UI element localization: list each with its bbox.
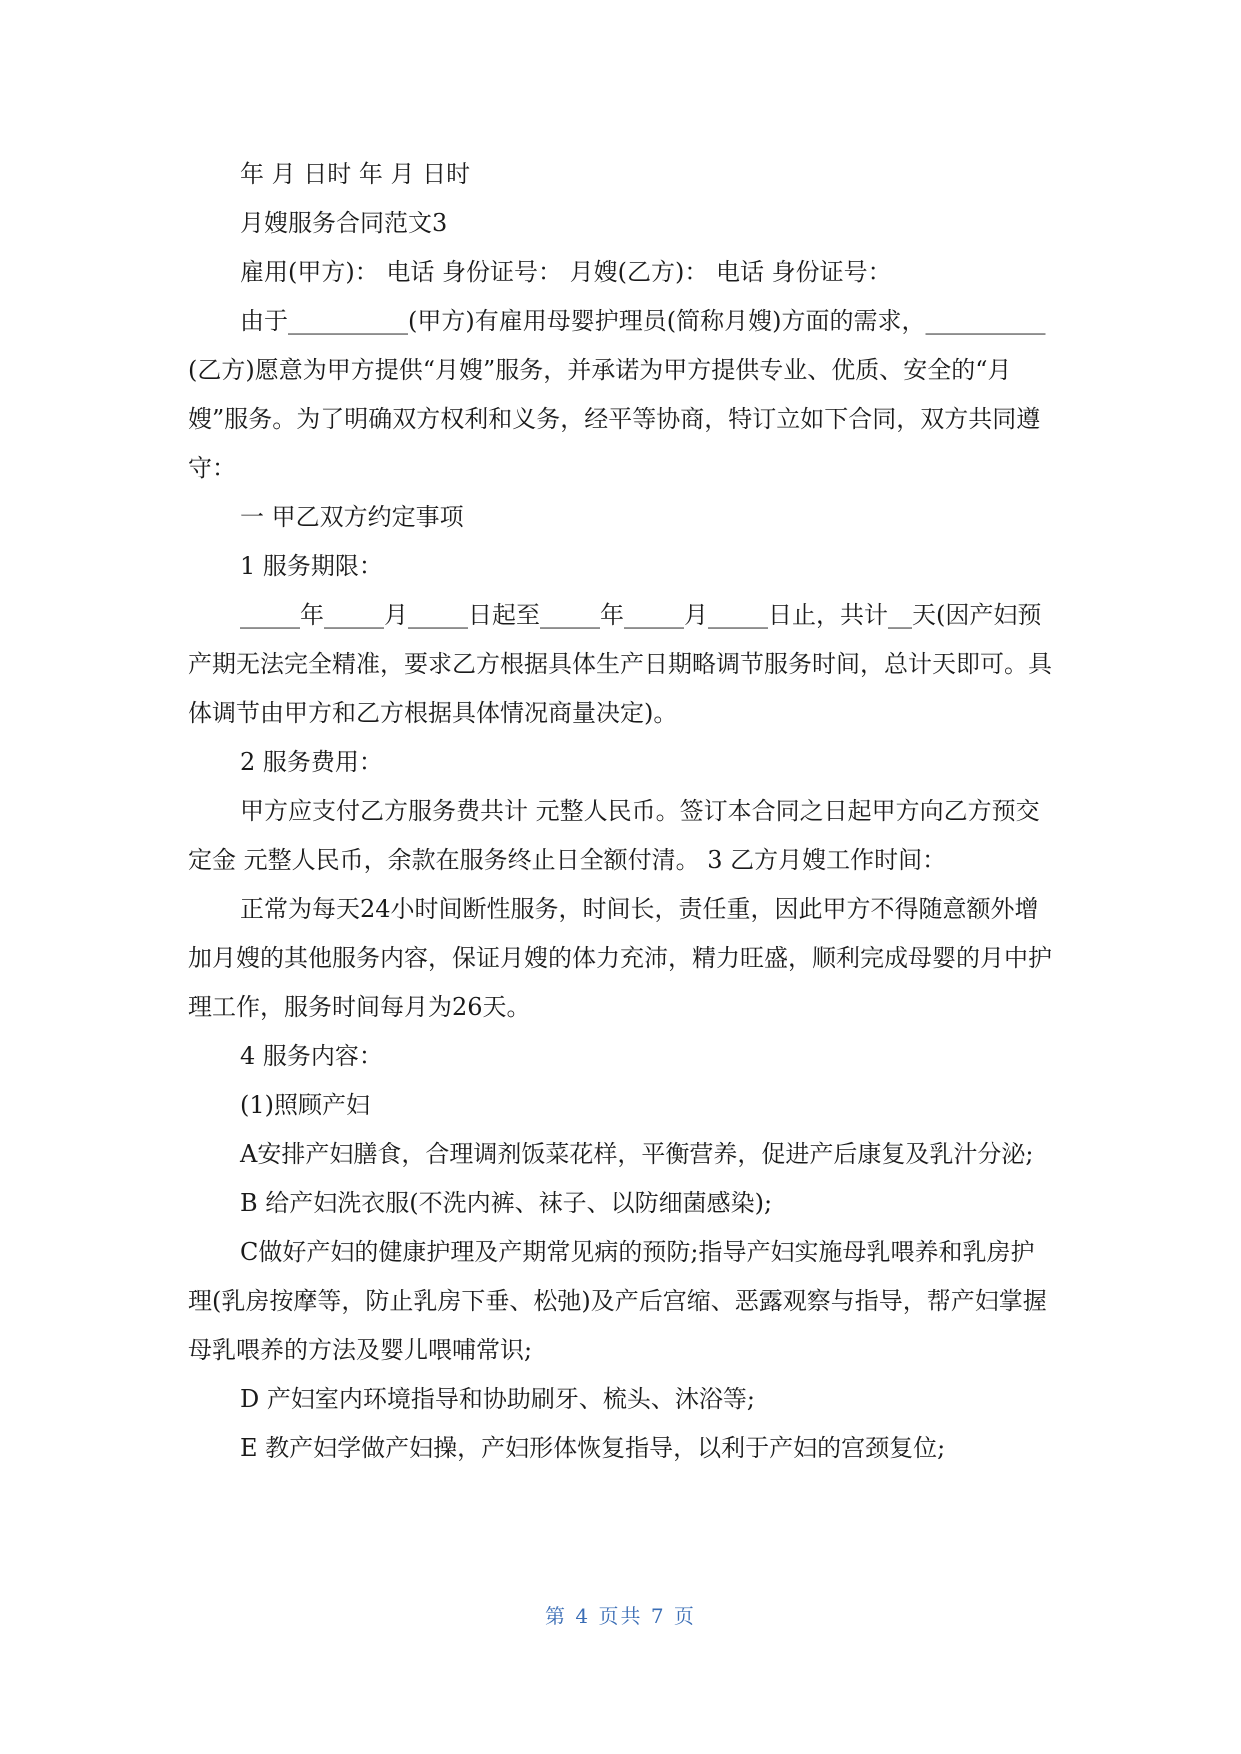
list-item-d: D 产妇室内环境指导和协助刷牙、梳头、沐浴等; bbox=[240, 1385, 755, 1413]
page-number-footer: 第 4 页共 7 页 bbox=[545, 1604, 696, 1628]
paragraph-contract-title: 月嫂服务合同范文3 bbox=[240, 209, 448, 237]
paragraph-parties: 雇用(甲方)： 电话 身份证号： 月嫂(乙方)： 电话 身份证号： bbox=[240, 258, 892, 286]
section-heading-agreement: 一 甲乙双方约定事项 bbox=[240, 503, 464, 531]
list-item-a: A安排产妇膳食，合理调剂饭菜花样，平衡营养，促进产后康复及乳汁分泌; bbox=[240, 1140, 1034, 1168]
list-item-b: B 给产妇洗衣服(不洗内裤、袜子、以防细菌感染); bbox=[240, 1189, 773, 1217]
clause-heading-service-content: 4 服务内容： bbox=[240, 1042, 383, 1070]
document-body bbox=[188, 150, 1058, 1473]
clause-heading-service-period: 1 服务期限： bbox=[240, 552, 383, 580]
list-item-e: E 教产妇学做产妇操，产妇形体恢复指导，以利于产妇的宫颈复位; bbox=[240, 1434, 946, 1462]
list-item-c: C做好产妇的健康护理及产期常见病的预防;指导产妇实施母乳喂养和乳房护理(乳房按摩等，防止乳房下垂、松弛)及产后宫缩、恶露观察与指导，帮产妇掌握母乳喂养的方法及婴儿喂哺常识; bbox=[188, 1238, 1047, 1364]
paragraph-service-period: _____年_____月_____日起至_____年_____月_____日止，共计__天(因产妇预产期无法完全精准，要求乙方根据具体生产日期略调节服务时间，总计天即可。具体调节由甲方和乙方根据具体情况商量决定)。 bbox=[188, 601, 1052, 727]
subclause-heading-care-mother: (1)照顾产妇 bbox=[240, 1091, 370, 1119]
paragraph-service-fee: 甲方应支付乙方服务费共计 元整人民币。签订本合同之日起甲方向乙方预交定金 元整人民币，余款在服务终止日全额付清。 3 乙方月嫂工作时间： bbox=[188, 797, 1040, 874]
paragraph-working-hours: 正常为每天24小时间断性服务，时间长，责任重，因此甲方不得随意额外增加月嫂的其他服务内容，保证月嫂的体力充沛，精力旺盛，顺利完成母婴的月中护理工作，服务时间每月为26天。 bbox=[188, 895, 1052, 1021]
clause-heading-service-fee: 2 服务费用： bbox=[240, 748, 383, 776]
paragraph-preamble: 由于__________(甲方)有雇用母婴护理员(简称月嫂)方面的需求，__________(乙方)愿意为甲方提供“月嫂”服务，并承诺为甲方提供专业、优质、安全的“月嫂”服务。为了明确双方权利和义务，经平等协商，特订立如下合同，双方共同遵守： bbox=[188, 307, 1046, 482]
paragraph-date-line: 年 月 日时 年 月 日时 bbox=[240, 160, 471, 188]
